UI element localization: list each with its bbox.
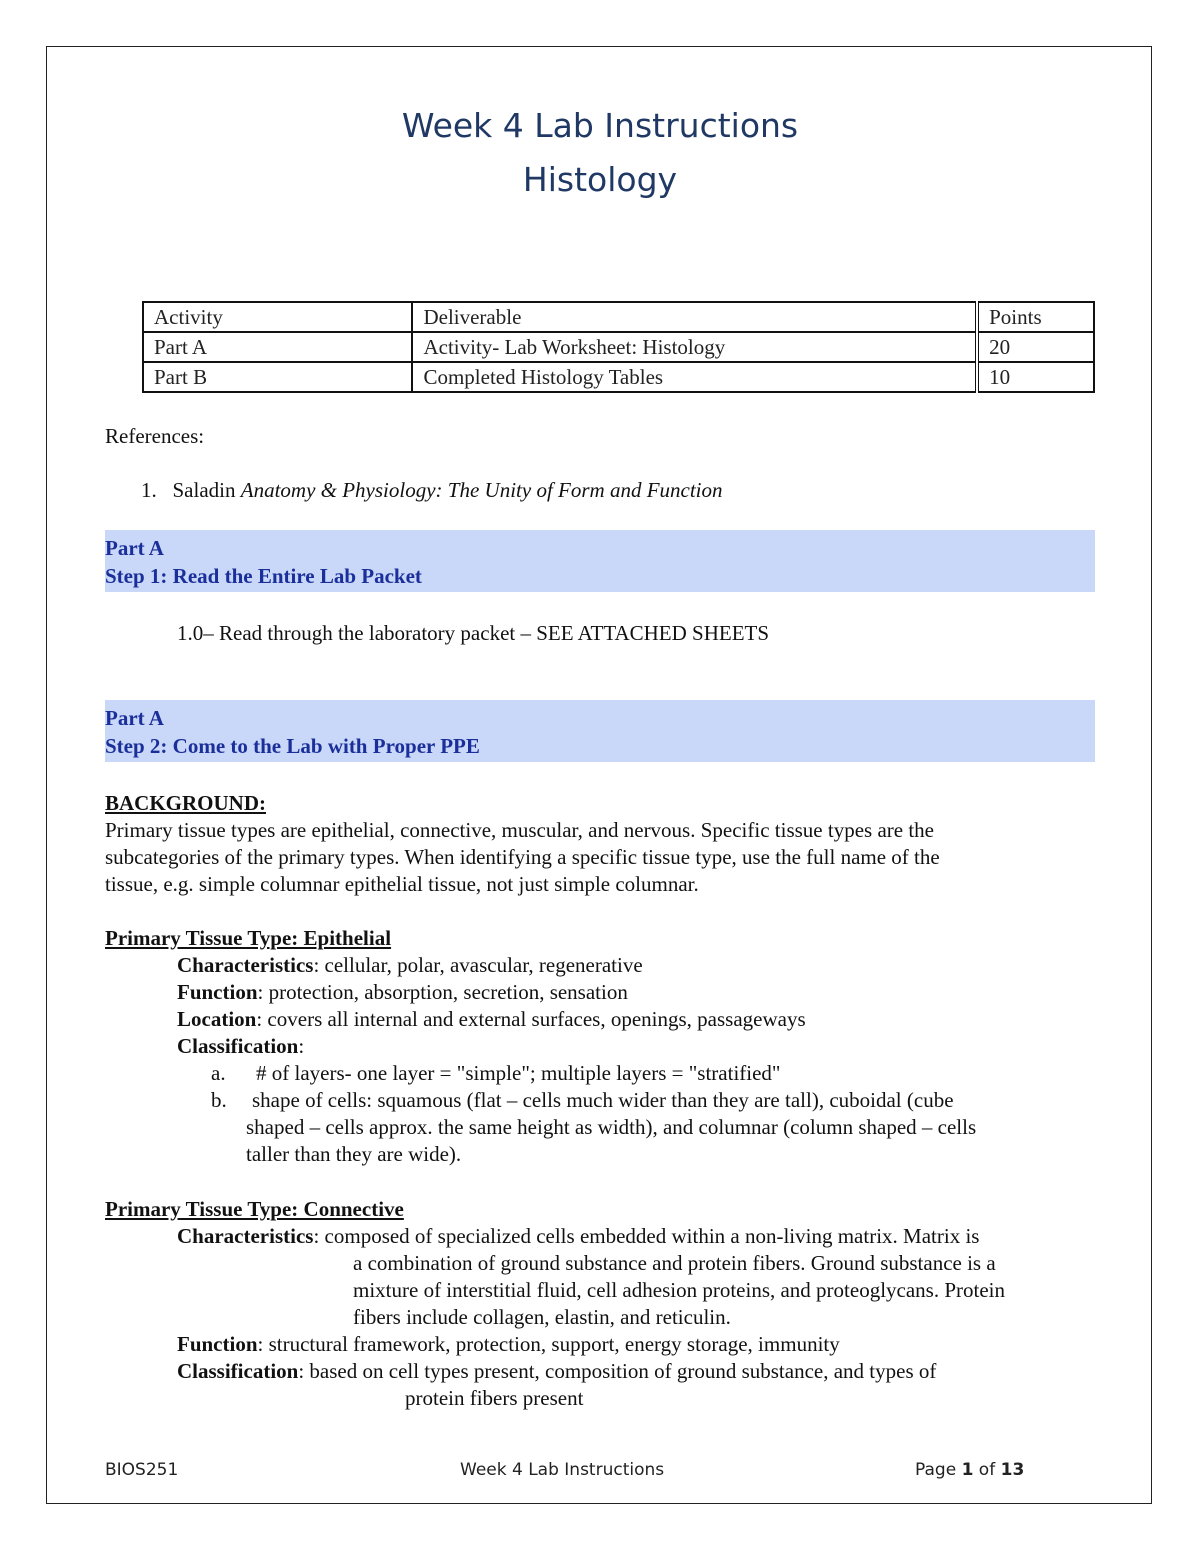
- connective-characteristics-continuation: a combination of ground substance and protein fibers. Ground substance is a: [353, 1251, 996, 1275]
- epithelial-characteristics: Characteristics: cellular, polar, avascular, regenerative: [177, 953, 643, 977]
- connective-classification-continuation: protein fibers present: [405, 1386, 584, 1410]
- epithelial-location: Location: covers all internal and external surfaces, openings, passageways: [177, 1007, 806, 1031]
- deliverables-table: [142, 301, 1095, 393]
- background-line: tissue, e.g. simple columnar epithelial tissue, not just simple columnar.: [105, 872, 699, 896]
- table-header-row: [143, 302, 1094, 332]
- table-row: [143, 362, 1094, 392]
- background-line: subcategories of the primary types. When identifying a specific tissue type, use the full name of the: [105, 845, 940, 869]
- reference-number: 1.: [141, 478, 157, 502]
- list-marker: a.: [211, 1061, 226, 1085]
- background-line: Primary tissue types are epithelial, connective, muscular, and nervous. Specific tissue types are the: [105, 818, 934, 842]
- list-marker: b.: [211, 1088, 227, 1112]
- step1-part: Part A: [105, 536, 164, 560]
- step2-heading: Step 2: Come to the Lab with Proper PPE: [105, 734, 480, 758]
- table-header-cell: Activity: [143, 302, 412, 332]
- document-subtitle: Histology: [522, 160, 678, 199]
- background-heading: BACKGROUND:: [105, 791, 266, 815]
- footer-page-number: Page 1 of 13: [915, 1460, 1025, 1480]
- table-cell: Part A: [143, 332, 412, 362]
- connective-classification: Classification: based on cell types present, composition of ground substance, and types of: [177, 1359, 937, 1383]
- table-header-cell: Deliverable: [412, 302, 977, 332]
- footer-title: Week 4 Lab Instructions: [460, 1460, 665, 1480]
- list-item: shape of cells: squamous (flat – cells much wider than they are tall), cuboidal (cube: [252, 1088, 954, 1112]
- list-item-continuation: shaped – cells approx. the same height as width), and columnar (column shaped – cells: [246, 1115, 977, 1139]
- table-cell: Completed Histology Tables: [412, 362, 977, 392]
- list-item: # of layers- one layer = "simple"; multiple layers = "stratified": [256, 1061, 781, 1085]
- document-title: Week 4 Lab Instructions: [401, 106, 799, 145]
- step1-instruction: 1.0– Read through the laboratory packet – SEE ATTACHED SHEETS: [177, 621, 770, 645]
- list-item-continuation: taller than they are wide).: [246, 1142, 462, 1166]
- table-cell: Part B: [143, 362, 412, 392]
- epithelial-heading: Primary Tissue Type: Epithelial: [105, 926, 392, 950]
- connective-characteristics-continuation: fibers include collagen, elastin, and reticulin.: [353, 1305, 731, 1329]
- connective-characteristics-continuation: mixture of interstitial fluid, cell adhesion proteins, and proteoglycans. Protein: [353, 1278, 1006, 1302]
- footer-course: BIOS251: [105, 1460, 179, 1480]
- epithelial-function: Function: protection, absorption, secretion, sensation: [177, 980, 628, 1004]
- references-label: References:: [105, 424, 205, 448]
- connective-heading: Primary Tissue Type: Connective: [105, 1197, 404, 1221]
- connective-characteristics: Characteristics: composed of specialized cells embedded within a non-living matrix. Matrix is: [177, 1224, 980, 1248]
- table-cell: Activity- Lab Worksheet: Histology: [412, 332, 977, 362]
- epithelial-classification: Classification:: [177, 1034, 305, 1058]
- table-cell: 20: [977, 332, 1094, 362]
- step2-part: Part A: [105, 706, 164, 730]
- reference-item: [141, 477, 723, 504]
- reference-title: Anatomy & Physiology: The Unity of Form and Function: [240, 478, 723, 502]
- table-row: [143, 332, 1094, 362]
- table-header-cell: Points: [977, 302, 1094, 332]
- connective-function: Function: structural framework, protection, support, energy storage, immunity: [177, 1332, 840, 1356]
- reference-author: Saladin: [172, 478, 236, 502]
- step1-heading: Step 1: Read the Entire Lab Packet: [105, 564, 422, 588]
- table-cell: 10: [977, 362, 1094, 392]
